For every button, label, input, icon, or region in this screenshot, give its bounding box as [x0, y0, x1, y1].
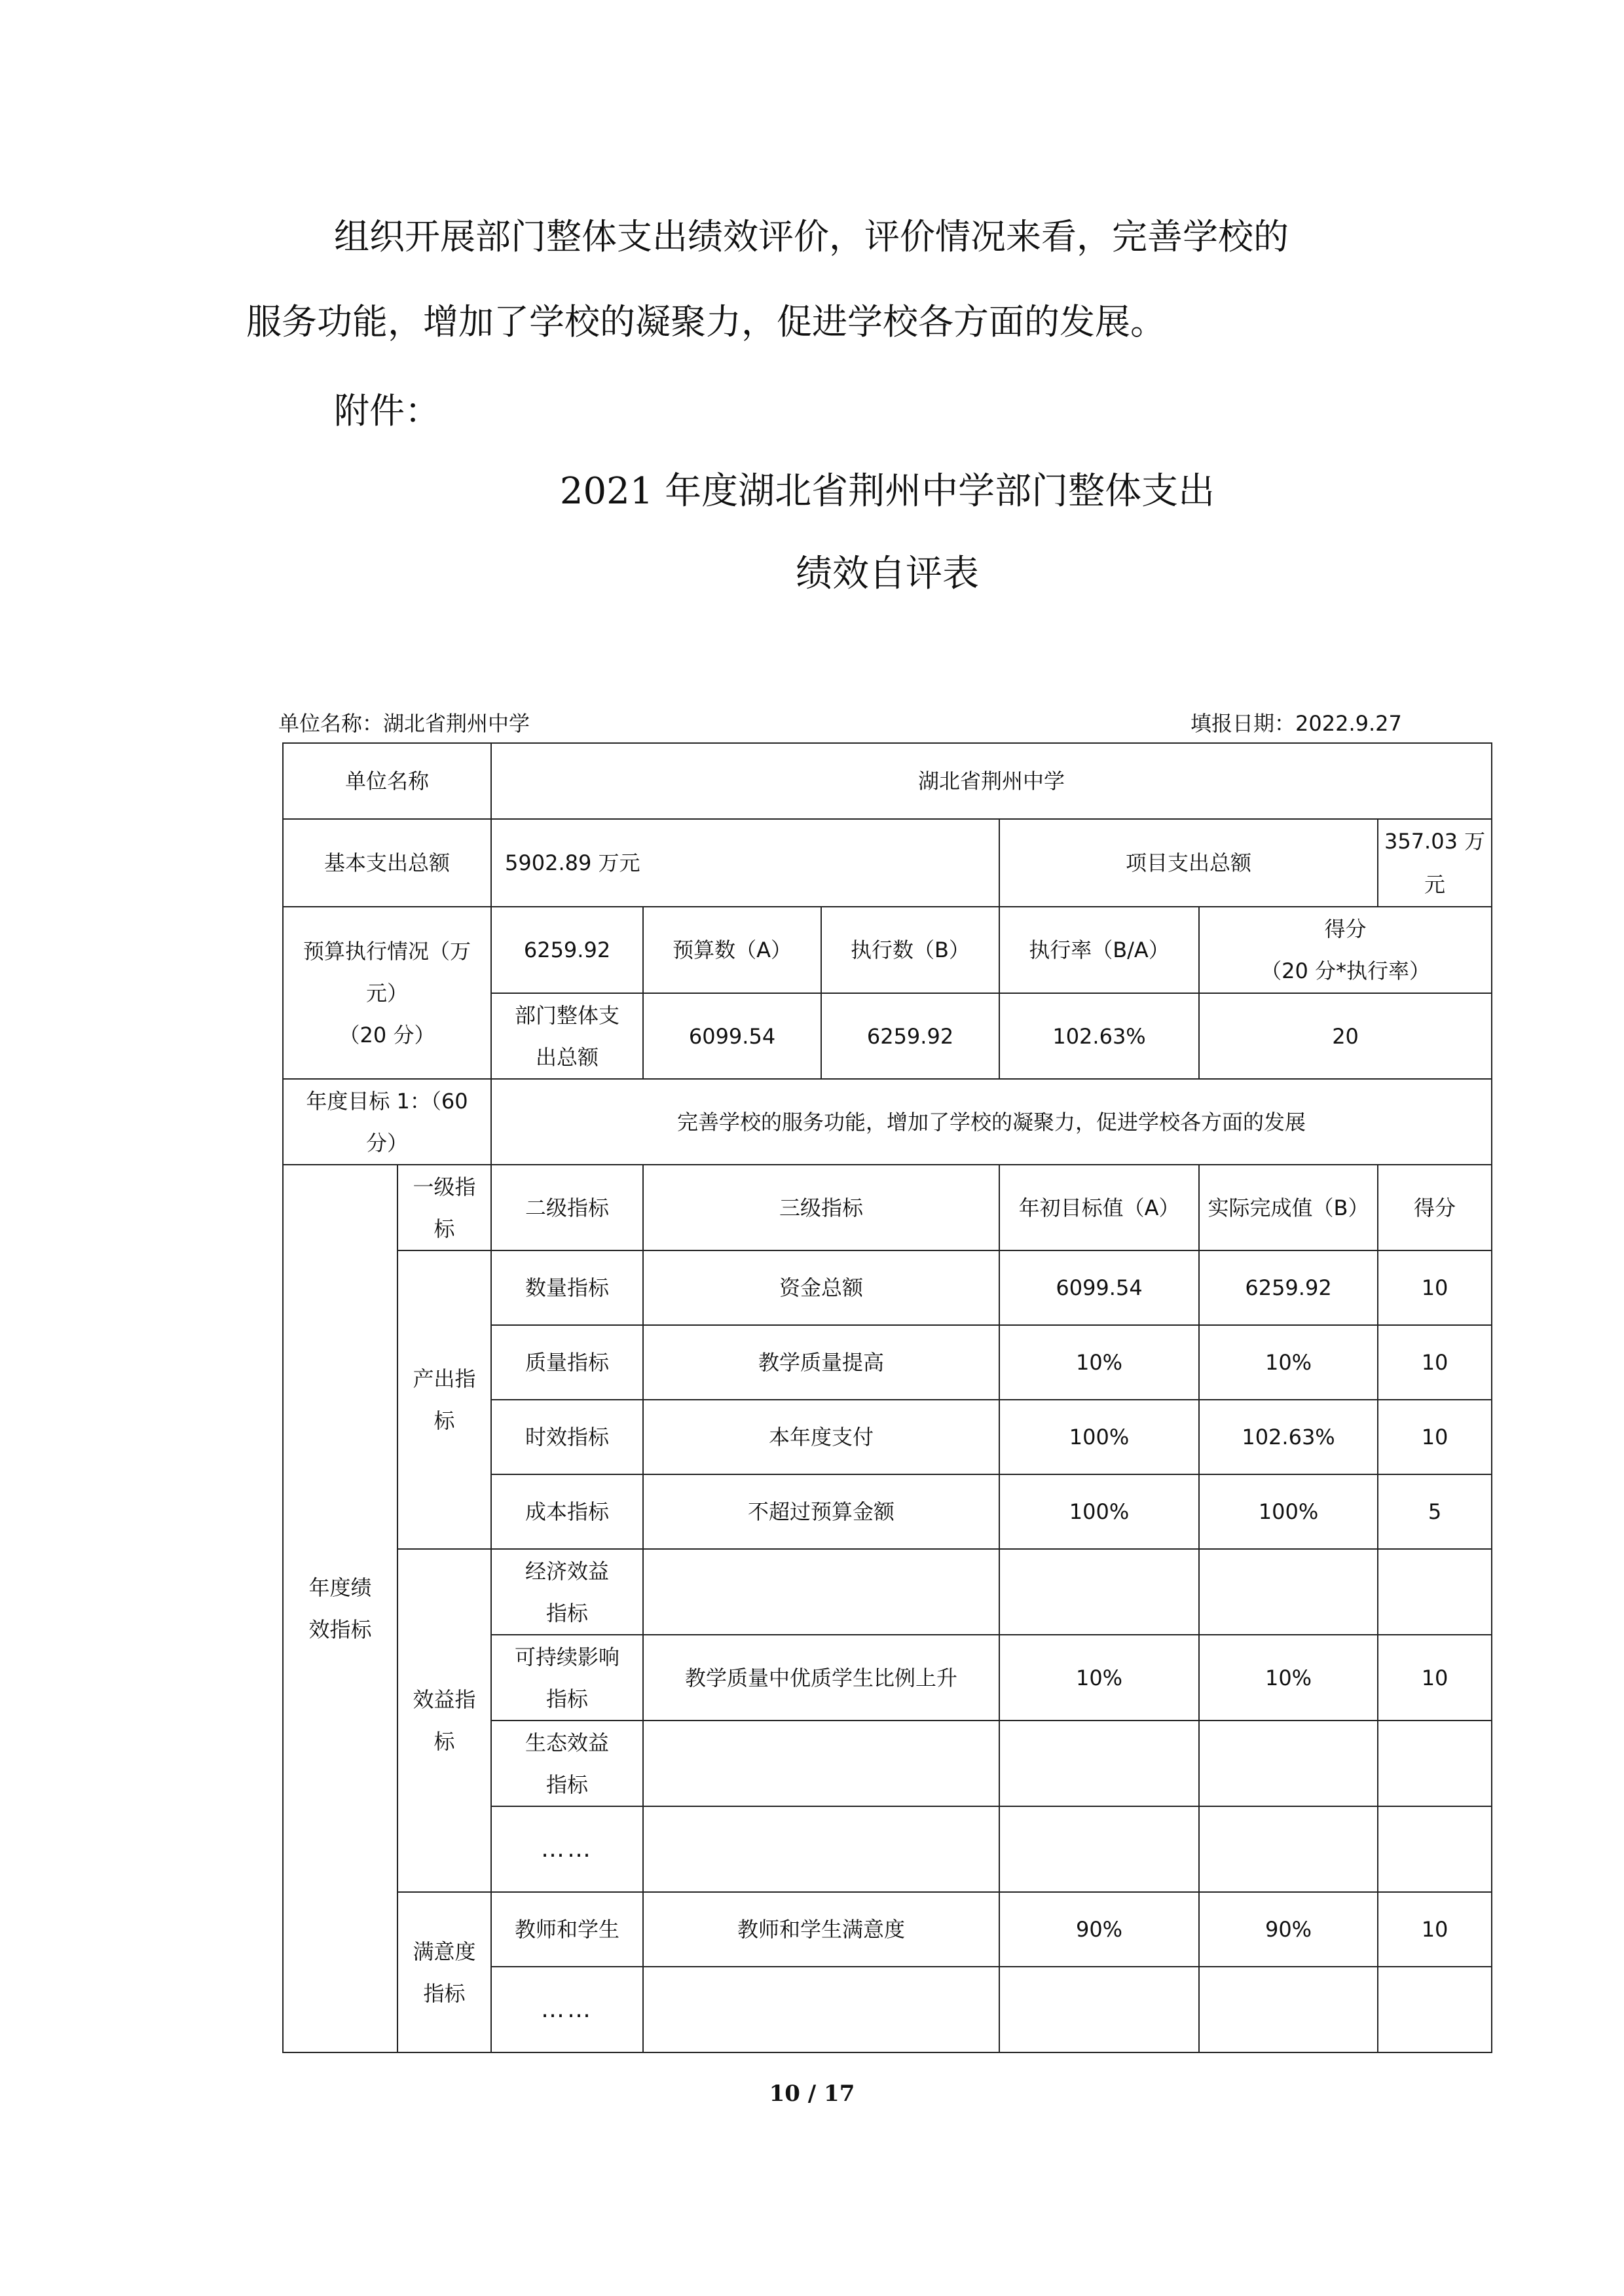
paragraph-2: 服务功能，增加了学校的凝聚力，促进学校各方面的发展。 [246, 301, 1166, 342]
unit-label: 单位名称 [283, 743, 491, 819]
dept-score-value: 20 [1199, 993, 1492, 1079]
header-actual: 实际完成值（B） [1199, 1165, 1378, 1250]
header-target: 年初目标值（A） [999, 1165, 1199, 1250]
table-row [283, 1549, 1492, 1635]
cost-indicator-detail: 不超过预算金额 [643, 1474, 999, 1549]
unit-value: 湖北省荆州中学 [491, 743, 1492, 819]
performance-table [282, 742, 1492, 2053]
report-date-meta: 填报日期：2022.9.27 [1190, 711, 1402, 736]
ecological-benefit-line2: 指标 [546, 1772, 589, 1797]
header-budget: 预算数（A） [643, 907, 821, 993]
satisfaction-label-line1: 满意度 [413, 1939, 476, 1964]
ecological-benefit-actual [1199, 1721, 1378, 1806]
satisfaction-label-line2: 指标 [423, 1980, 466, 2006]
sustainable-impact-indicator [491, 1635, 643, 1721]
quantity-indicator-detail: 资金总额 [643, 1250, 999, 1325]
quality-indicator: 质量指标 [491, 1325, 643, 1400]
table-row-expense-totals [283, 819, 1492, 907]
timeliness-actual: 102.63% [1199, 1400, 1378, 1474]
form-title-line1: 2021 年度湖北省荆州中学部门整体支出 [559, 470, 1215, 513]
quantity-target: 6099.54 [999, 1250, 1199, 1325]
header-level2: 二级指标 [491, 1165, 643, 1250]
header-budget-score-line1: 得分 [1324, 917, 1367, 941]
satisfaction-ellipsis: …… [491, 1967, 643, 2052]
dept-exec-value: 6259.92 [821, 993, 999, 1079]
budget-execution-label-line1: 预算执行情况（万 [303, 938, 471, 964]
dept-total-label-line2: 出总额 [536, 1044, 599, 1070]
ecological-benefit-score [1378, 1721, 1492, 1806]
quality-actual: 10% [1199, 1325, 1378, 1400]
table-row [283, 1892, 1492, 1967]
quality-target: 10% [999, 1325, 1199, 1400]
empty-cell [643, 1967, 999, 2052]
header-level1-line1: 一级指 [413, 1174, 476, 1199]
table-row-annual-goal [283, 1079, 1492, 1165]
quantity-score: 10 [1378, 1250, 1492, 1325]
ecological-benefit-indicator [491, 1721, 643, 1806]
page-number: 10 / 17 [769, 2081, 855, 2107]
cost-actual: 100% [1199, 1474, 1378, 1549]
form-title-line2: 绩效自评表 [796, 553, 979, 595]
unit-name-meta: 单位名称：湖北省荆州中学 [278, 711, 530, 736]
benefit-indicator-label-line1: 效益指 [413, 1687, 476, 1712]
cost-indicator: 成本指标 [491, 1474, 643, 1549]
annual-goal-label-line2: 分） [366, 1130, 409, 1156]
header-level3: 三级指标 [643, 1165, 999, 1250]
budget-total-value: 6259.92 [491, 907, 643, 993]
header-budget-score-line2: （20 分*执行率） [1261, 958, 1430, 983]
output-indicator-label-line1: 产出指 [413, 1366, 476, 1391]
sustainable-impact-line2: 指标 [546, 1686, 589, 1711]
paragraph-1: 组织开展部门整体支出绩效评价，评价情况来看，完善学校的 [334, 216, 1289, 257]
economic-benefit-detail [643, 1549, 999, 1635]
paragraph-attachment: 附件： [334, 390, 440, 431]
sustainable-impact-target: 10% [999, 1635, 1199, 1721]
budget-execution-label-line2: 元） [366, 980, 409, 1006]
benefit-ellipsis: …… [491, 1806, 643, 1892]
table-row-budget-headers [283, 907, 1492, 993]
benefit-indicator-label-line2: 标 [434, 1729, 455, 1754]
empty-cell [1199, 1967, 1378, 2052]
economic-benefit-line2: 指标 [546, 1600, 589, 1626]
empty-cell [643, 1806, 999, 1892]
satisfaction-score: 10 [1378, 1892, 1492, 1967]
project-expense-label: 项目支出总额 [999, 819, 1378, 907]
economic-benefit-indicator [491, 1549, 643, 1635]
ecological-benefit-target [999, 1721, 1199, 1806]
output-indicator-label-line2: 标 [434, 1408, 455, 1433]
satisfaction-indicator-label [397, 1892, 491, 2052]
sustainable-impact-detail: 教学质量中优质学生比例上升 [643, 1635, 999, 1721]
quantity-actual: 6259.92 [1199, 1250, 1378, 1325]
timeliness-target: 100% [999, 1400, 1199, 1474]
empty-cell [1199, 1806, 1378, 1892]
basic-expense-label: 基本支出总额 [283, 819, 491, 907]
empty-cell [999, 1806, 1199, 1892]
annual-goal-value: 完善学校的服务功能，增加了学校的凝聚力，促进学校各方面的发展 [491, 1079, 1492, 1165]
cost-target: 100% [999, 1474, 1199, 1549]
basic-expense-value: 5902.89 万元 [491, 819, 999, 907]
economic-benefit-target [999, 1549, 1199, 1635]
timeliness-score: 10 [1378, 1400, 1492, 1474]
table-row [283, 1250, 1492, 1325]
satisfaction-actual: 90% [1199, 1892, 1378, 1967]
dept-total-label [491, 993, 643, 1079]
sustainable-impact-actual: 10% [1199, 1635, 1378, 1721]
benefit-indicator-label [397, 1549, 491, 1892]
timeliness-indicator: 时效指标 [491, 1400, 643, 1474]
annual-goal-label-line1: 年度目标 1：（60 [306, 1088, 468, 1114]
header-budget-score [1199, 907, 1492, 993]
dept-rate-value: 102.63% [999, 993, 1199, 1079]
table-row-indicator-headers [283, 1165, 1492, 1250]
dept-budget-value: 6099.54 [643, 993, 821, 1079]
annual-performance-label [283, 1165, 397, 2052]
empty-cell [1378, 1806, 1492, 1892]
satisfaction-target: 90% [999, 1892, 1199, 1967]
header-level1 [397, 1165, 491, 1250]
header-level1-line2: 标 [434, 1216, 455, 1241]
budget-execution-label [283, 907, 491, 1079]
ecological-benefit-detail [643, 1721, 999, 1806]
output-indicator-label [397, 1250, 491, 1549]
budget-execution-label-line3: （20 分） [339, 1022, 435, 1048]
header-exec-rate: 执行率（B/A） [999, 907, 1199, 993]
economic-benefit-actual [1199, 1549, 1378, 1635]
economic-benefit-line1: 经济效益 [525, 1558, 610, 1584]
sustainable-impact-score: 10 [1378, 1635, 1492, 1721]
annual-goal-label [283, 1079, 491, 1165]
teacher-student-detail: 教师和学生满意度 [643, 1892, 999, 1967]
header-score: 得分 [1378, 1165, 1492, 1250]
table-row-unit [283, 743, 1492, 819]
quality-score: 10 [1378, 1325, 1492, 1400]
teacher-student-indicator: 教师和学生 [491, 1892, 643, 1967]
economic-benefit-score [1378, 1549, 1492, 1635]
project-expense-value: 357.03 万元 [1378, 819, 1492, 907]
quantity-indicator: 数量指标 [491, 1250, 643, 1325]
timeliness-indicator-detail: 本年度支付 [643, 1400, 999, 1474]
sustainable-impact-line1: 可持续影响 [515, 1644, 620, 1669]
ecological-benefit-line1: 生态效益 [525, 1730, 610, 1755]
header-exec: 执行数（B） [821, 907, 999, 993]
empty-cell [1378, 1967, 1492, 2052]
annual-performance-label-line1: 年度绩 [308, 1575, 372, 1600]
annual-performance-label-line2: 效指标 [308, 1617, 372, 1642]
dept-total-label-line1: 部门整体支 [515, 1002, 620, 1028]
quality-indicator-detail: 教学质量提高 [643, 1325, 999, 1400]
empty-cell [999, 1967, 1199, 2052]
cost-score: 5 [1378, 1474, 1492, 1549]
